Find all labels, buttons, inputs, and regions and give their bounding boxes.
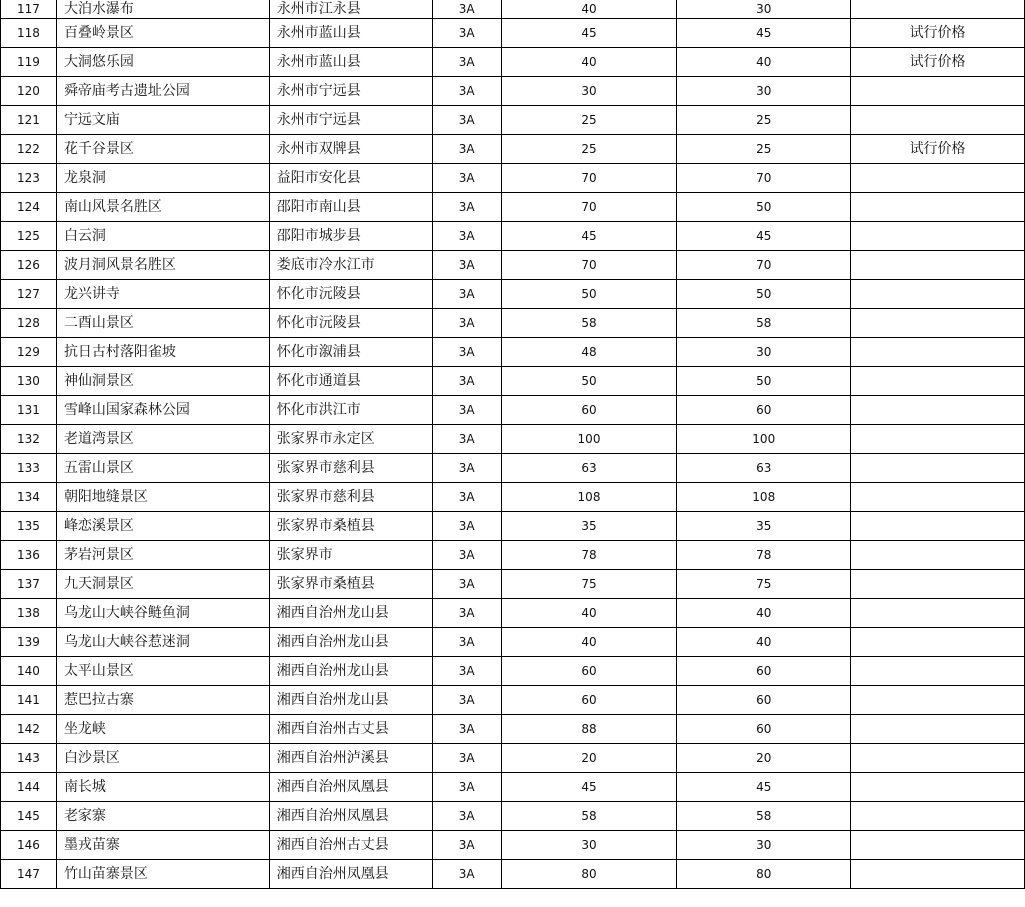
price-b-cell: 60 [677,715,851,744]
row-number-cell: 122 [1,135,57,164]
scenic-name-cell: 南长城 [56,773,269,802]
grade-cell: 3A [432,135,501,164]
scenic-name-cell: 老道湾景区 [56,425,269,454]
grade-cell: 3A [432,193,501,222]
note-cell [851,541,1025,570]
price-b-cell: 50 [677,193,851,222]
price-b-cell: 75 [677,570,851,599]
note-cell [851,280,1025,309]
table-row [1,251,1025,280]
row-number-cell: 140 [1,657,57,686]
grade-cell: 3A [432,773,501,802]
location-cell: 张家界市桑植县 [269,512,432,541]
table-row [1,512,1025,541]
price-b-cell: 30 [677,77,851,106]
price-b-cell: 40 [677,48,851,77]
table-row [1,367,1025,396]
scenic-name-cell: 太平山景区 [56,657,269,686]
price-a-cell: 40 [501,0,677,19]
scenic-name-cell: 坐龙峡 [56,715,269,744]
table-row [1,280,1025,309]
location-cell: 邵阳市城步县 [269,222,432,251]
scenic-name-cell: 白云洞 [56,222,269,251]
price-b-cell: 70 [677,251,851,280]
scenic-name-cell: 九天洞景区 [56,570,269,599]
row-number-cell: 128 [1,309,57,338]
grade-cell: 3A [432,0,501,19]
location-cell: 湘西自治州龙山县 [269,657,432,686]
price-a-cell: 25 [501,106,677,135]
table-row [1,48,1025,77]
scenic-name-cell: 白沙景区 [56,744,269,773]
grade-cell: 3A [432,222,501,251]
location-cell: 张家界市慈利县 [269,454,432,483]
grade-cell: 3A [432,19,501,48]
grade-cell: 3A [432,802,501,831]
note-cell: 试行价格 [851,135,1025,164]
price-a-cell: 70 [501,164,677,193]
scenic-name-cell: 大洞悠乐园 [56,48,269,77]
row-number-cell: 118 [1,19,57,48]
price-b-cell: 25 [677,135,851,164]
table-row [1,715,1025,744]
grade-cell: 3A [432,541,501,570]
price-b-cell: 40 [677,628,851,657]
note-cell [851,454,1025,483]
price-a-cell: 58 [501,802,677,831]
price-b-cell: 50 [677,367,851,396]
scenic-name-cell: 朝阳地缝景区 [56,483,269,512]
row-number-cell: 130 [1,367,57,396]
price-b-cell: 78 [677,541,851,570]
price-b-cell: 30 [677,0,851,19]
table-row [1,309,1025,338]
location-cell: 湘西自治州泸溪县 [269,744,432,773]
table-row [1,744,1025,773]
note-cell [851,338,1025,367]
row-number-cell: 123 [1,164,57,193]
table-row [1,19,1025,48]
table-row [1,135,1025,164]
location-cell: 永州市宁远县 [269,77,432,106]
location-cell: 怀化市通道县 [269,367,432,396]
grade-cell: 3A [432,338,501,367]
price-a-cell: 40 [501,48,677,77]
price-b-cell: 45 [677,773,851,802]
grade-cell: 3A [432,599,501,628]
price-a-cell: 60 [501,686,677,715]
note-cell [851,831,1025,860]
price-b-cell: 60 [677,396,851,425]
price-b-cell: 20 [677,744,851,773]
price-b-cell: 108 [677,483,851,512]
price-a-cell: 30 [501,831,677,860]
table-row [1,338,1025,367]
note-cell [851,686,1025,715]
price-a-cell: 70 [501,251,677,280]
table-row [1,802,1025,831]
row-number-cell: 124 [1,193,57,222]
scenic-name-cell: 惹巴拉古寨 [56,686,269,715]
price-a-cell: 20 [501,744,677,773]
location-cell: 湘西自治州古丈县 [269,831,432,860]
note-cell [851,164,1025,193]
scenic-name-cell: 百叠岭景区 [56,19,269,48]
table-row [1,657,1025,686]
scenic-name-cell: 波月洞风景名胜区 [56,251,269,280]
price-a-cell: 108 [501,483,677,512]
location-cell: 湘西自治州龙山县 [269,628,432,657]
note-cell [851,106,1025,135]
location-cell: 张家界市 [269,541,432,570]
location-cell: 怀化市沅陵县 [269,280,432,309]
grade-cell: 3A [432,77,501,106]
note-cell [851,396,1025,425]
row-number-cell: 137 [1,570,57,599]
price-a-cell: 45 [501,19,677,48]
row-number-cell: 146 [1,831,57,860]
note-cell [851,860,1025,889]
price-a-cell: 25 [501,135,677,164]
note-cell [851,512,1025,541]
scenic-name-cell: 龙泉洞 [56,164,269,193]
location-cell: 张家界市永定区 [269,425,432,454]
note-cell [851,744,1025,773]
grade-cell: 3A [432,309,501,338]
price-b-cell: 80 [677,860,851,889]
row-number-cell: 129 [1,338,57,367]
note-cell [851,193,1025,222]
price-b-cell: 45 [677,19,851,48]
row-number-cell: 135 [1,512,57,541]
row-number-cell: 141 [1,686,57,715]
row-number-cell: 119 [1,48,57,77]
location-cell: 益阳市安化县 [269,164,432,193]
scenic-name-cell: 舜帝庙考古遗址公园 [56,77,269,106]
scenic-name-cell: 抗日古村落阳雀坡 [56,338,269,367]
price-a-cell: 88 [501,715,677,744]
scenic-name-cell: 乌龙山大峡谷惹迷洞 [56,628,269,657]
table-row [1,599,1025,628]
table-row [1,628,1025,657]
note-cell [851,483,1025,512]
row-number-cell: 139 [1,628,57,657]
row-number-cell: 132 [1,425,57,454]
note-cell [851,599,1025,628]
grade-cell: 3A [432,512,501,541]
scenic-name-cell: 宁远文庙 [56,106,269,135]
price-a-cell: 75 [501,570,677,599]
scenic-name-cell: 茅岩河景区 [56,541,269,570]
location-cell: 湘西自治州凤凰县 [269,802,432,831]
row-number-cell: 126 [1,251,57,280]
price-a-cell: 70 [501,193,677,222]
grade-cell: 3A [432,483,501,512]
price-b-cell: 58 [677,802,851,831]
table-row [1,193,1025,222]
grade-cell: 3A [432,367,501,396]
grade-cell: 3A [432,744,501,773]
price-b-cell: 60 [677,686,851,715]
price-a-cell: 50 [501,367,677,396]
row-number-cell: 131 [1,396,57,425]
note-cell: 试行价格 [851,19,1025,48]
note-cell [851,657,1025,686]
grade-cell: 3A [432,860,501,889]
price-a-cell: 60 [501,657,677,686]
row-number-cell: 117 [1,0,57,19]
grade-cell: 3A [432,251,501,280]
row-number-cell: 138 [1,599,57,628]
table-row [1,164,1025,193]
note-cell [851,0,1025,19]
grade-cell: 3A [432,657,501,686]
note-cell [851,309,1025,338]
location-cell: 邵阳市南山县 [269,193,432,222]
price-b-cell: 70 [677,164,851,193]
grade-cell: 3A [432,164,501,193]
grade-cell: 3A [432,628,501,657]
table-row [1,222,1025,251]
table-row [1,0,1025,19]
table-row [1,860,1025,889]
grade-cell: 3A [432,48,501,77]
grade-cell: 3A [432,686,501,715]
grade-cell: 3A [432,425,501,454]
price-a-cell: 40 [501,628,677,657]
price-a-cell: 60 [501,396,677,425]
table-row [1,454,1025,483]
price-a-cell: 35 [501,512,677,541]
location-cell: 湘西自治州龙山县 [269,686,432,715]
location-cell: 永州市宁远县 [269,106,432,135]
price-a-cell: 58 [501,309,677,338]
scenic-name-cell: 二酉山景区 [56,309,269,338]
price-b-cell: 100 [677,425,851,454]
grade-cell: 3A [432,454,501,483]
price-a-cell: 80 [501,860,677,889]
price-b-cell: 25 [677,106,851,135]
scenic-name-cell: 五雷山景区 [56,454,269,483]
row-number-cell: 120 [1,77,57,106]
price-b-cell: 58 [677,309,851,338]
note-cell [851,367,1025,396]
table-row [1,396,1025,425]
table-body [1,0,1025,889]
note-cell [851,425,1025,454]
price-b-cell: 30 [677,831,851,860]
location-cell: 怀化市洪江市 [269,396,432,425]
grade-cell: 3A [432,280,501,309]
location-cell: 张家界市桑植县 [269,570,432,599]
price-a-cell: 45 [501,222,677,251]
note-cell [851,773,1025,802]
grade-cell: 3A [432,396,501,425]
price-a-cell: 50 [501,280,677,309]
scenic-name-cell: 龙兴讲寺 [56,280,269,309]
grade-cell: 3A [432,715,501,744]
row-number-cell: 133 [1,454,57,483]
row-number-cell: 125 [1,222,57,251]
location-cell: 永州市江永县 [269,0,432,19]
price-a-cell: 30 [501,77,677,106]
scenic-name-cell: 花千谷景区 [56,135,269,164]
note-cell: 试行价格 [851,48,1025,77]
grade-cell: 3A [432,106,501,135]
row-number-cell: 145 [1,802,57,831]
table-row [1,686,1025,715]
grade-cell: 3A [432,831,501,860]
table-row [1,77,1025,106]
price-a-cell: 63 [501,454,677,483]
table-row [1,570,1025,599]
table-row [1,483,1025,512]
scenic-name-cell: 竹山苗寨景区 [56,860,269,889]
price-b-cell: 63 [677,454,851,483]
location-cell: 张家界市慈利县 [269,483,432,512]
table-row [1,831,1025,860]
note-cell [851,77,1025,106]
scenic-name-cell: 大泊水瀑布 [56,0,269,19]
row-number-cell: 147 [1,860,57,889]
price-b-cell: 60 [677,657,851,686]
table-row [1,425,1025,454]
grade-cell: 3A [432,570,501,599]
price-b-cell: 50 [677,280,851,309]
price-a-cell: 78 [501,541,677,570]
location-cell: 怀化市沅陵县 [269,309,432,338]
row-number-cell: 144 [1,773,57,802]
location-cell: 湘西自治州凤凰县 [269,773,432,802]
row-number-cell: 134 [1,483,57,512]
scenic-name-cell: 神仙洞景区 [56,367,269,396]
table-row [1,541,1025,570]
price-b-cell: 40 [677,599,851,628]
note-cell [851,802,1025,831]
table-row [1,106,1025,135]
scenic-name-cell: 乌龙山大峡谷鲢鱼洞 [56,599,269,628]
location-cell: 娄底市冷水江市 [269,251,432,280]
scenic-name-cell: 墨戎苗寨 [56,831,269,860]
location-cell: 永州市蓝山县 [269,19,432,48]
location-cell: 湘西自治州凤凰县 [269,860,432,889]
note-cell [851,251,1025,280]
scenic-name-cell: 南山风景名胜区 [56,193,269,222]
location-cell: 湘西自治州龙山县 [269,599,432,628]
price-b-cell: 35 [677,512,851,541]
note-cell [851,628,1025,657]
note-cell [851,715,1025,744]
location-cell: 永州市双牌县 [269,135,432,164]
scenic-name-cell: 老家寨 [56,802,269,831]
table-row [1,773,1025,802]
row-number-cell: 142 [1,715,57,744]
row-number-cell: 121 [1,106,57,135]
row-number-cell: 136 [1,541,57,570]
note-cell [851,570,1025,599]
price-b-cell: 30 [677,338,851,367]
row-number-cell: 127 [1,280,57,309]
location-cell: 湘西自治州古丈县 [269,715,432,744]
price-b-cell: 45 [677,222,851,251]
price-a-cell: 40 [501,599,677,628]
scenic-name-cell: 峰恋溪景区 [56,512,269,541]
scenic-name-cell: 雪峰山国家森林公园 [56,396,269,425]
price-a-cell: 100 [501,425,677,454]
price-a-cell: 45 [501,773,677,802]
location-cell: 永州市蓝山县 [269,48,432,77]
location-cell: 怀化市溆浦县 [269,338,432,367]
row-number-cell: 143 [1,744,57,773]
price-a-cell: 48 [501,338,677,367]
note-cell [851,222,1025,251]
